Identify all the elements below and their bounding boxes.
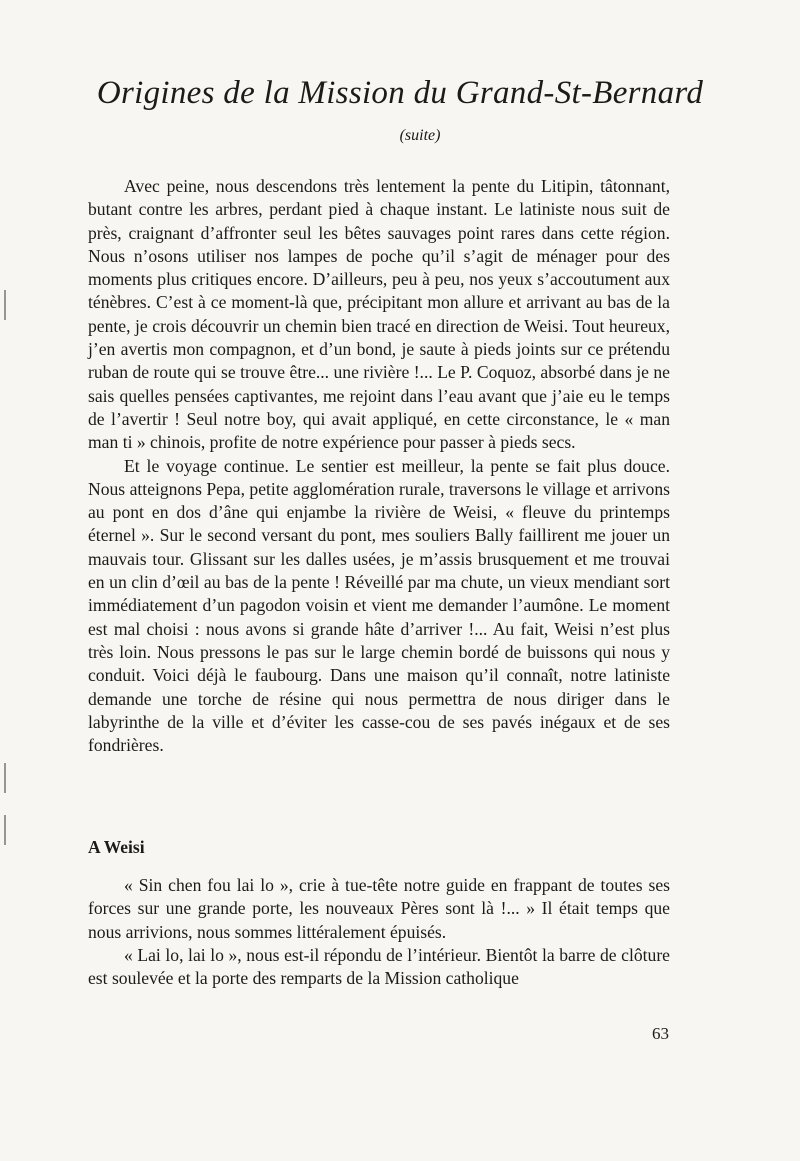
section-body: [88, 175, 670, 757]
paragraph: « Sin chen fou lai lo », crie à tue-tête notre guide en frappant de toutes ses forces sur une grande porte, les nouveaux Pères sont là !... » Il était temps que nous arrivions, nous sommes littéralement épuisés.: [88, 875, 670, 942]
page-title: Origines de la Mission du Grand-St-Bernard: [96, 75, 704, 111]
section-heading: A Weisi: [88, 837, 145, 857]
paragraph: Avec peine, nous descendons très lentement la pente du Litipin, tâtonnant, butant contre les arbres, perdant pied à chaque instant. Le latiniste nous suit de près, craignant d’affronter seul les bêtes sauvages point rares dans cette région. Nous n’osons utiliser nos lampes de poche qu’il s’agit de ménager pour des moments plus critiques encore. D’ailleurs, peu à peu, nos yeux s’accoutument aux ténèbres. C’est à ce moment-là que, précipitant mon allure et arrivant au bas de la pente, je crois découvrir un chemin bien tracé en direction de Weisi. Tout heureux, j’en avertis mon compagnon, et d’un bond, je saute à pieds joints sur ce prétendu ruban de route qui se trouve être... une rivière !... Le P. Coquoz, absorbé dans je ne sais quelles pensées captivantes, me rejoint dans l’eau avant que j’aie eu le temps de l’avertir ! Seul notre boy, qui avait appliqué, en cette circonstance, le « man man ti » chinois, profite de notre expérience pour passer à pieds secs.: [88, 176, 670, 453]
page-subtitle: (suite): [399, 127, 441, 144]
paragraph: Et le voyage continue. Le sentier est meilleur, la pente se fait plus douce. Nous atteignons Pepa, petite agglomération rurale, traversons le village et arrivons au pont en dos d’âne qui enjambe la rivière de Weisi, « fleuve du printemps éternel ». Sur le second versant du pont, mes souliers Bally faillirent me jouer un mauvais tour. Glissant sur les dalles usées, je m’assis brusquement et me trouvai en un clin d’œil au bas de la pente ! Réveillé par ma chute, un vieux mendiant sort immédiatement d’un pagodon voisin et vient me demander l’aumône. Le moment est mal choisi : nous avons si grande hâte d’arriver !... Au fait, Weisi n’est plus très loin. Nous pressons le pas sur le large chemin bordé de buissons qui nous y conduit. Voici déjà le faubourg. Dans une maison qu’il connaît, notre latiniste demande une torche de résine qui nous permettra de nous diriger dans le labyrinthe de la ville et d’éviter les casse-cou de ses pavés inégaux et de ses fondrières.: [88, 455, 670, 756]
paragraph: « Lai lo, lai lo », nous est-il répondu de l’intérieur. Bientôt la barre de clôture est soulevée et la porte des remparts de la Mission catholique: [88, 944, 670, 989]
margin-mark: [4, 815, 6, 845]
margin-mark: [4, 763, 6, 793]
section-body: [88, 874, 670, 990]
page-number: 63: [652, 1024, 669, 1043]
margin-mark: [4, 290, 6, 320]
